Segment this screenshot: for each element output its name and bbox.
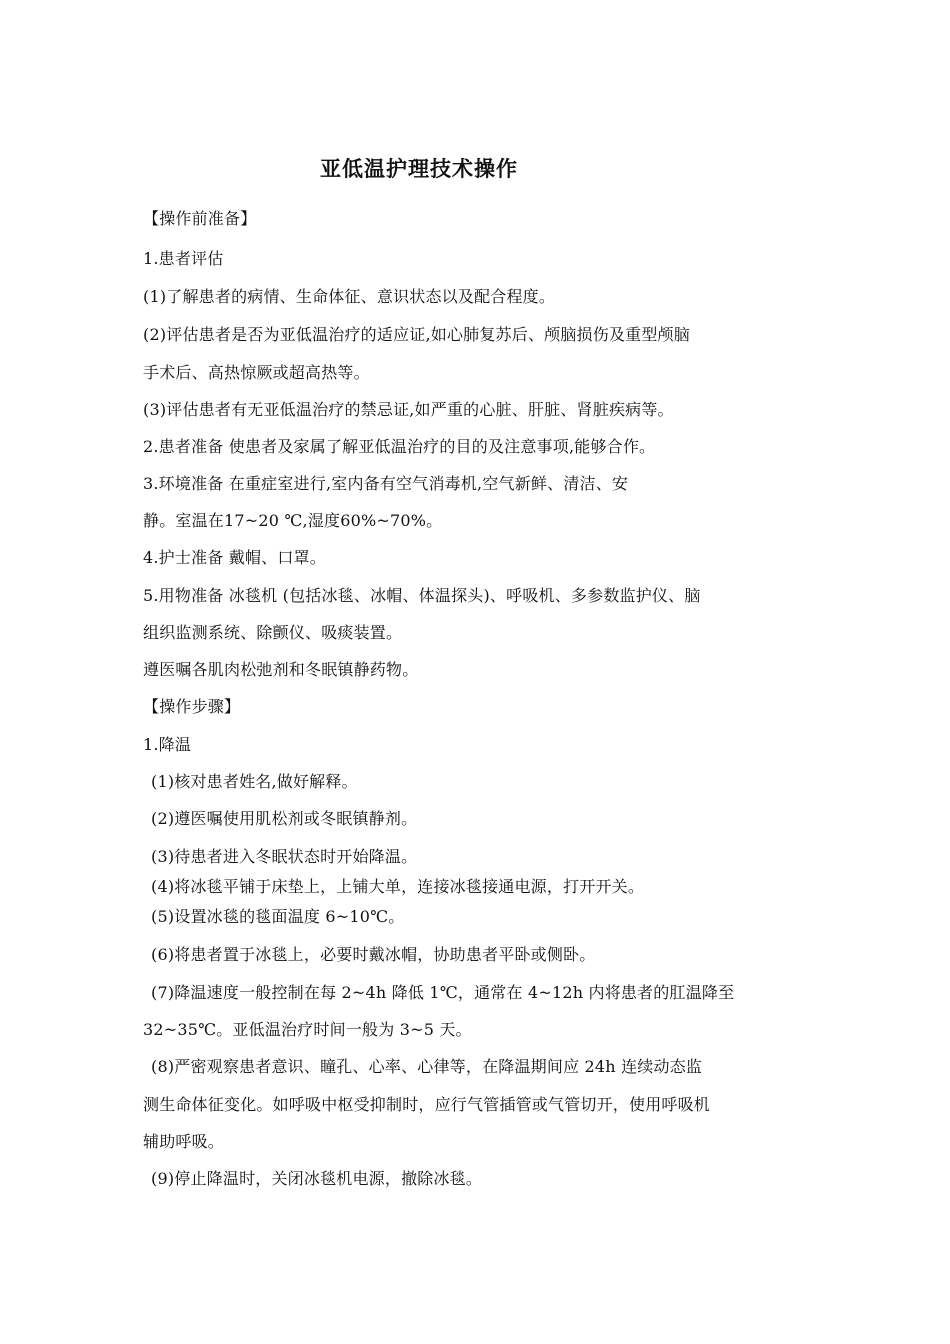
text-line: (6)将患者置于冰毯上，必要时戴冰帽，协助患者平卧或侧卧。 [151,945,596,964]
text-line: (3)评估患者有无亚低温治疗的禁忌证,如严重的心脏、肝脏、肾脏疾病等。 [143,400,674,419]
text-line: (5)设置冰毯的毯面温度 6~10℃。 [151,907,405,926]
text-line: (2)评估患者是否为亚低温治疗的适应证,如心肺复苏后、颅脑损伤及重型颅脑 [143,325,690,344]
text-line: 静。室温在17~20 ℃,湿度60%~70%。 [143,511,443,530]
section-heading-preparation: 【操作前准备】 [143,209,257,228]
text-line: 3.环境准备 在重症室进行,室内备有空气消毒机,空气新鲜、清洁、安 [143,474,629,493]
text-line: (7)降温速度一般控制在每 2~4h 降低 1℃，通常在 4~12h 内将患者的肛温降至 [151,983,735,1002]
document-title: 亚低温护理技术操作 [320,157,518,181]
text-line: 5.用物准备 冰毯机 (包括冰毯、冰帽、体温探头)、呼吸机、多参数监护仪、脑 [143,586,701,605]
section-heading-steps: 【操作步骤】 [143,697,241,716]
text-line: 辅助呼吸。 [143,1132,225,1151]
text-line: 组织监测系统、除颤仪、吸痰装置。 [143,623,403,642]
text-line: (3)待患者进入冬眠状态时开始降温。 [151,847,418,866]
text-line: 4.护士准备 戴帽、口罩。 [143,548,326,567]
text-line: (2)遵医嘱使用肌松剂或冬眠镇静剂。 [151,809,418,828]
text-line: (1)了解患者的病情、生命体征、意识状态以及配合程度。 [143,287,556,306]
text-line: (4)将冰毯平铺于床垫上，上铺大单，连接冰毯接通电源，打开开关。 [151,877,645,896]
text-line: 1.降温 [143,735,192,754]
text-line: 遵医嘱各肌肉松弛剂和冬眠镇静药物。 [143,660,419,679]
text-line: 手术后、高热惊厥或超高热等。 [143,363,370,382]
text-line: (8)严密观察患者意识、瞳孔、心率、心律等，在降温期间应 24h 连续动态监 [151,1057,703,1076]
text-line: (9)停止降温时，关闭冰毯机电源，撤除冰毯。 [151,1169,483,1188]
text-line: 测生命体征变化。如呼吸中枢受抑制时，应行气管插管或气管切开，使用呼吸机 [143,1095,711,1114]
text-line: 1.患者评估 [143,249,224,268]
text-line: 32~35℃。亚低温治疗时间一般为 3~5 天。 [143,1020,472,1039]
text-line: 2.患者准备 使患者及家属了解亚低温治疗的目的及注意事项,能够合作。 [143,437,656,456]
text-line: (1)核对患者姓名,做好解释。 [151,772,358,791]
